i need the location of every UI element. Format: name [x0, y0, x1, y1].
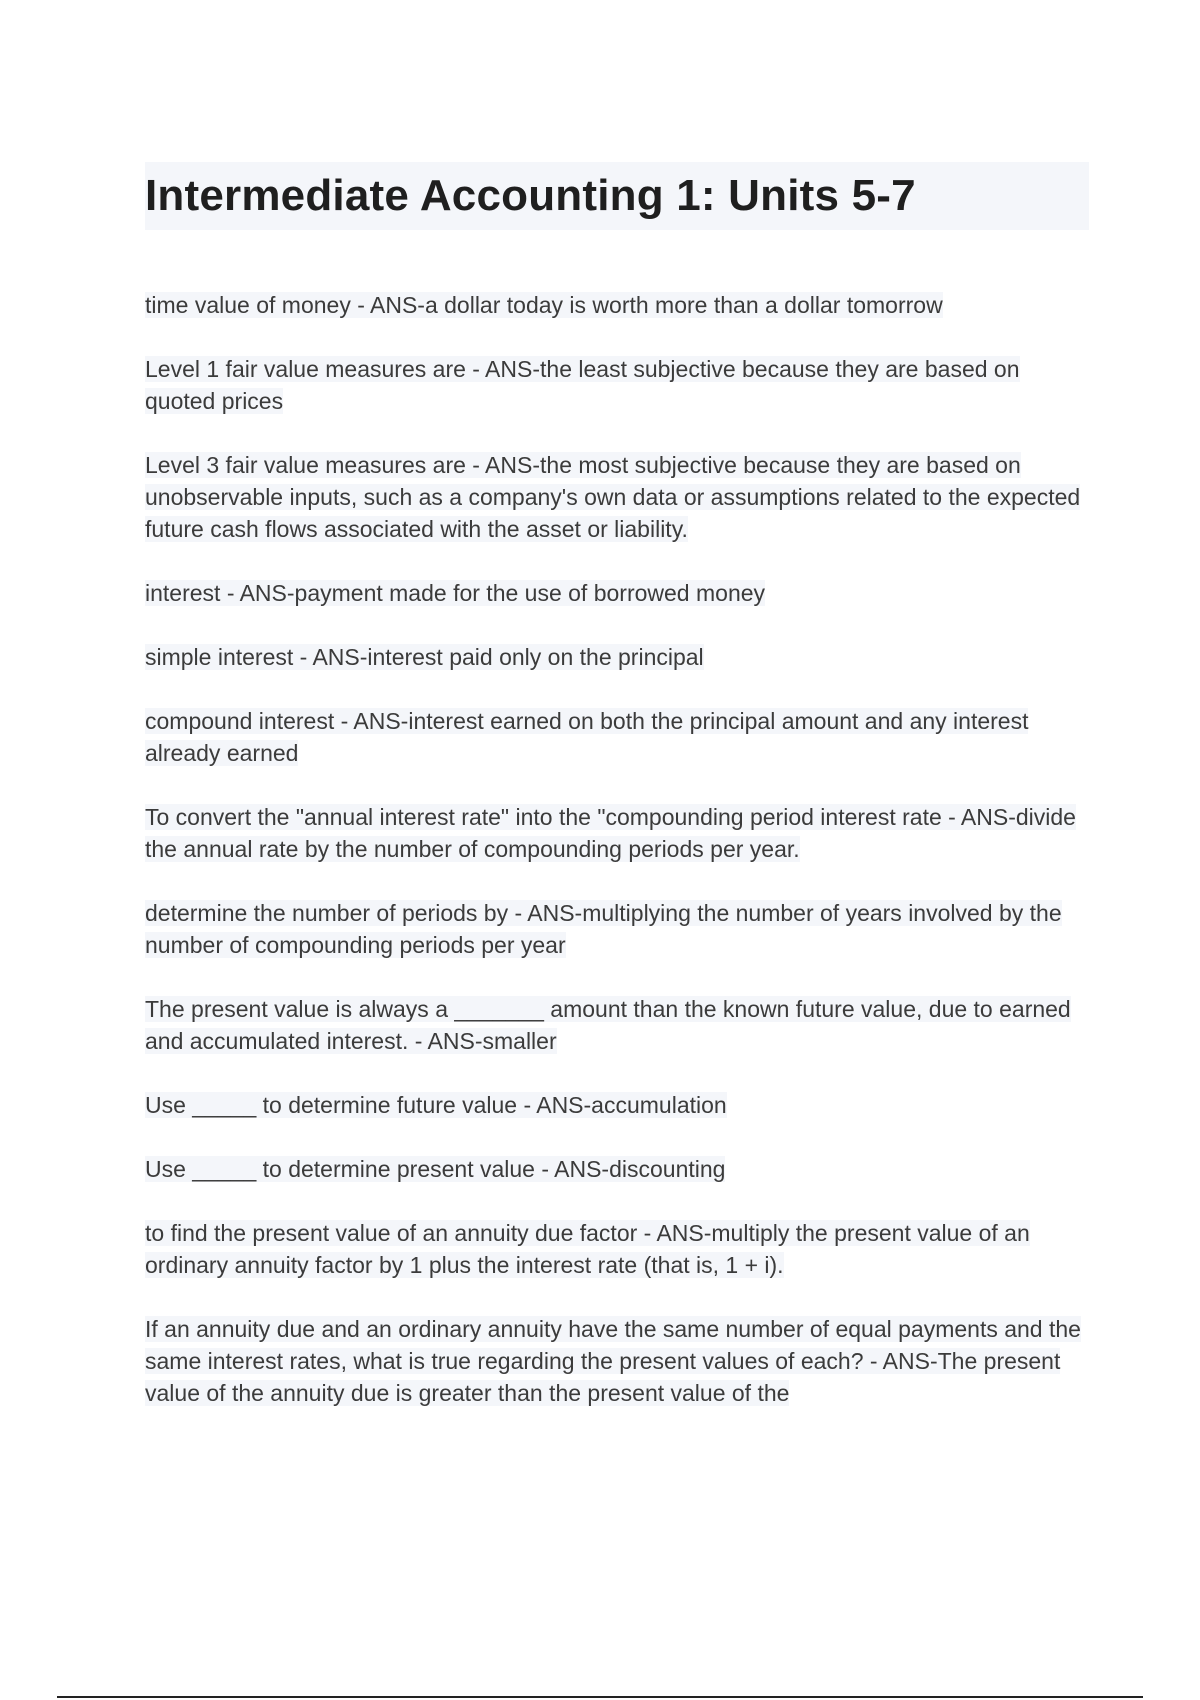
qa-entry-text: Use _____ to determine present value - ANS-discounting	[145, 1156, 726, 1182]
qa-entry-text: The present value is always a _______ amount than the known future value, due to earned and accumulated interest. - ANS-smaller	[145, 996, 1071, 1054]
qa-entry	[145, 289, 1089, 321]
qa-list	[145, 289, 1089, 1409]
qa-entry	[145, 993, 1089, 1057]
qa-entry-text: simple interest - ANS-interest paid only on the principal	[145, 644, 704, 670]
qa-entry-text: To convert the "annual interest rate" into the "compounding period interest rate - ANS-divide the annual rate by the number of compounding periods per year.	[145, 804, 1076, 862]
qa-entry-text: Level 3 fair value measures are - ANS-the most subjective because they are based on unobservable inputs, such as a company's own data or assumptions related to the expected future cash flows associated with the asset or liability.	[145, 452, 1081, 542]
qa-entry-text: Level 1 fair value measures are - ANS-the least subjective because they are based on quoted prices	[145, 356, 1020, 414]
qa-entry	[145, 705, 1089, 769]
qa-entry-text: determine the number of periods by - ANS-multiplying the number of years involved by the number of compounding periods per year	[145, 900, 1062, 958]
qa-entry-text: compound interest - ANS-interest earned on both the principal amount and any interest already earned	[145, 708, 1029, 766]
page-title: Intermediate Accounting 1: Units 5-7	[145, 171, 916, 220]
qa-entry	[145, 1217, 1089, 1281]
qa-entry	[145, 353, 1089, 417]
qa-entry-text: If an annuity due and an ordinary annuity have the same number of equal payments and the same interest rates, what is true regarding the present values of each? - ANS-The present value of the annuity due is greater than the present value of the	[145, 1316, 1081, 1406]
qa-entry	[145, 449, 1089, 545]
qa-entry	[145, 1153, 1089, 1185]
qa-entry	[145, 641, 1089, 673]
qa-entry	[145, 577, 1089, 609]
qa-entry-text: to find the present value of an annuity due factor - ANS-multiply the present value of an ordinary annuity factor by 1 plus the interest rate (that is, 1 + i).	[145, 1220, 1030, 1278]
qa-entry	[145, 1089, 1089, 1121]
qa-entry-text: interest - ANS-payment made for the use of borrowed money	[145, 580, 766, 606]
qa-entry-text: Use _____ to determine future value - ANS-accumulation	[145, 1092, 727, 1118]
title-band	[145, 162, 1089, 230]
qa-entry	[145, 801, 1089, 865]
qa-entry-text: time value of money - ANS-a dollar today is worth more than a dollar tomorrow	[145, 292, 943, 318]
qa-entry	[145, 1313, 1089, 1409]
bottom-divider	[57, 1696, 1143, 1698]
qa-entry	[145, 897, 1089, 961]
